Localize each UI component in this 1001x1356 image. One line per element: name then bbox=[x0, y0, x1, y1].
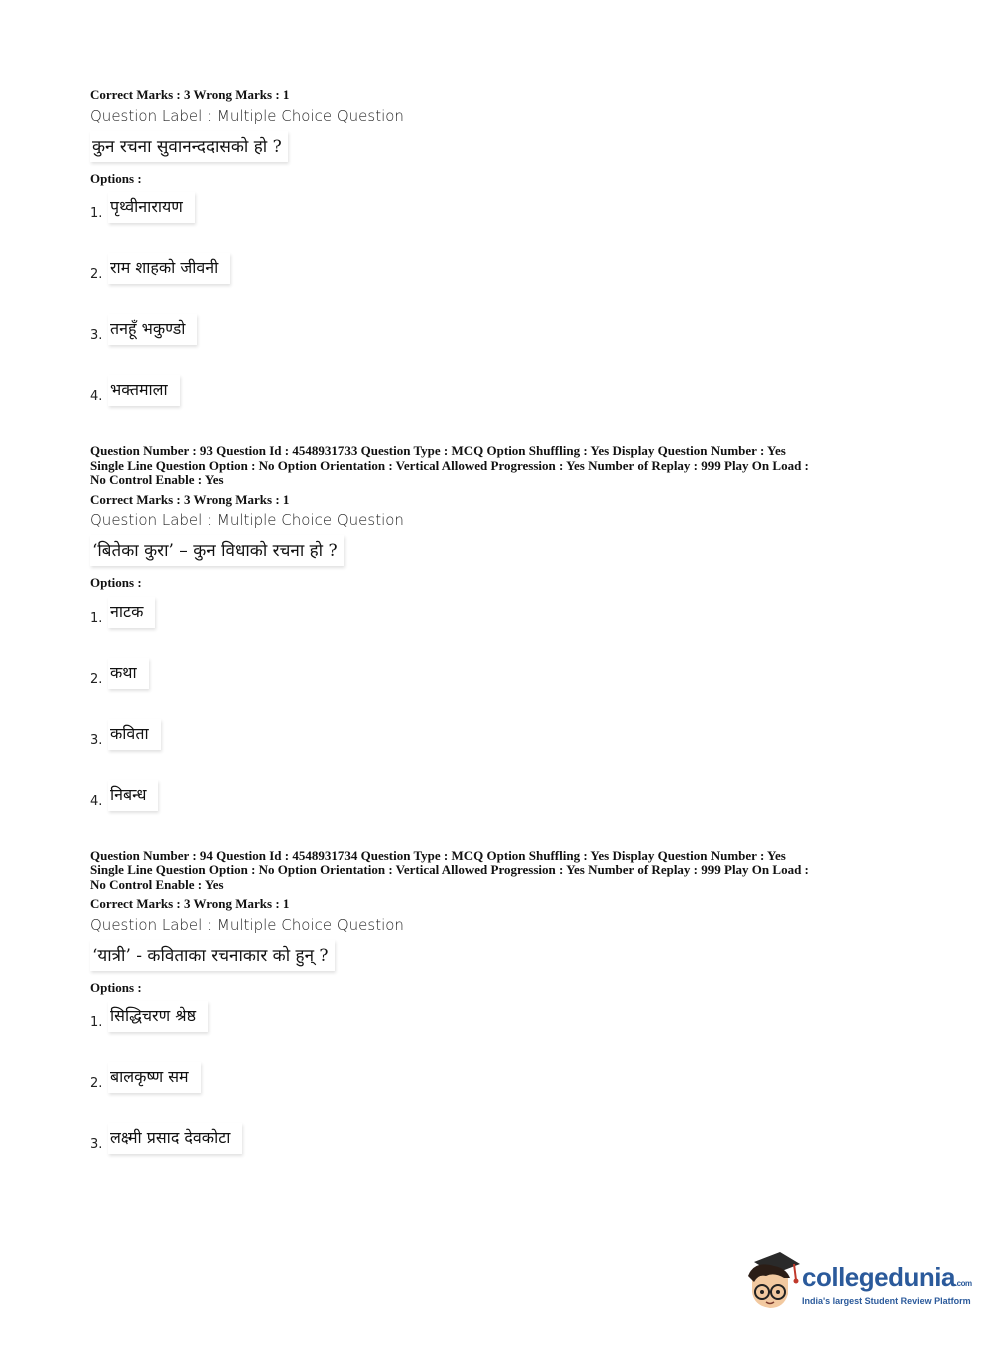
option-3[interactable] bbox=[90, 1123, 920, 1184]
logo-suffix: .com bbox=[954, 1279, 972, 1288]
options-label: Options : bbox=[90, 979, 142, 995]
option-text: नाटक bbox=[108, 597, 155, 628]
logo-wordmark bbox=[802, 1262, 972, 1293]
question-label: Question Label : Multiple Choice Question bbox=[90, 915, 404, 934]
option-text: पृथ्वीनारायण bbox=[108, 192, 195, 223]
meta-line: Question Number : 93 Question Id : 4548931733 Question Type : MCQ Option Shuffling : Yes Display Question Number : Yes bbox=[90, 443, 786, 458]
question-text: कुन रचना सुवानन्ददासको हो ? bbox=[90, 131, 288, 162]
option-number: 3. bbox=[90, 1137, 103, 1152]
meta-line: Single Line Question Option : No Option Orientation : Vertical Allowed Progression : Yes Number of Replay : 999 Play On Load : bbox=[90, 457, 809, 473]
option-number: 2. bbox=[90, 267, 103, 282]
option-2[interactable] bbox=[90, 658, 920, 719]
option-3[interactable] bbox=[90, 314, 920, 375]
question-paper bbox=[90, 88, 920, 1184]
option-1[interactable] bbox=[90, 597, 920, 658]
question-block-1 bbox=[90, 88, 920, 436]
option-text: सिद्धिचरण श्रेष्ठ bbox=[108, 1001, 208, 1032]
option-number: 4. bbox=[90, 389, 103, 404]
logo-name: collegedunia bbox=[802, 1262, 955, 1292]
marks-line: Correct Marks : 3 Wrong Marks : 1 bbox=[90, 896, 290, 911]
option-text: राम शाहको जीवनी bbox=[108, 253, 230, 284]
option-4[interactable] bbox=[90, 375, 920, 436]
options-label: Options : bbox=[90, 575, 142, 590]
question-meta bbox=[90, 444, 920, 488]
option-text: तनहूँ भकुण्डो bbox=[108, 314, 197, 345]
mascot-icon bbox=[744, 1250, 800, 1312]
question-meta bbox=[90, 849, 920, 893]
question-text: ‘बितेका कुरा’ – कुन विधाको रचना हो ? bbox=[90, 535, 344, 566]
options-label: Options : bbox=[90, 170, 142, 186]
option-number: 1. bbox=[90, 610, 103, 626]
marks-line: Correct Marks : 3 Wrong Marks : 1 bbox=[90, 87, 290, 102]
question-label: Question Label : Multiple Choice Question bbox=[90, 511, 404, 529]
option-number: 3. bbox=[90, 328, 103, 343]
collegedunia-logo[interactable] bbox=[744, 1250, 974, 1320]
option-number: 1. bbox=[90, 1015, 103, 1030]
option-2[interactable] bbox=[90, 253, 920, 314]
question-block-94 bbox=[90, 849, 920, 1185]
option-text: कथा bbox=[108, 658, 149, 689]
question-label: Question Label : Multiple Choice Question bbox=[90, 106, 404, 125]
option-1[interactable] bbox=[90, 1001, 920, 1062]
meta-line: No Control Enable : Yes bbox=[90, 876, 224, 892]
question-block-93 bbox=[90, 444, 920, 841]
meta-line: Question Number : 94 Question Id : 4548931734 Question Type : MCQ Option Shuffling : Yes Display Question Number : Yes bbox=[90, 847, 786, 863]
option-number: 4. bbox=[90, 793, 103, 809]
option-4[interactable] bbox=[90, 780, 920, 841]
option-number: 2. bbox=[90, 1076, 103, 1091]
option-text: लक्ष्मी प्रसाद देवकोटा bbox=[108, 1123, 242, 1154]
option-number: 2. bbox=[90, 671, 103, 687]
option-1[interactable] bbox=[90, 192, 920, 253]
option-number: 1. bbox=[90, 206, 103, 221]
question-text: ‘यात्री’ - कविताका रचनाकार को हुन् ? bbox=[90, 940, 335, 971]
option-text: भक्तमाला bbox=[108, 375, 180, 406]
option-text: बालकृष्ण सम bbox=[108, 1062, 201, 1093]
option-3[interactable] bbox=[90, 719, 920, 780]
meta-line: Single Line Question Option : No Option Orientation : Vertical Allowed Progression : Yes Number of Replay : 999 Play On Load : bbox=[90, 862, 809, 877]
option-2[interactable] bbox=[90, 1062, 920, 1123]
option-text: कविता bbox=[108, 719, 161, 750]
meta-line: No Control Enable : Yes bbox=[90, 472, 224, 487]
logo-tagline: India's largest Student Review Platform bbox=[802, 1296, 971, 1306]
option-text: निबन्ध bbox=[108, 780, 158, 811]
marks-line: Correct Marks : 3 Wrong Marks : 1 bbox=[90, 491, 290, 507]
option-number: 3. bbox=[90, 732, 103, 748]
